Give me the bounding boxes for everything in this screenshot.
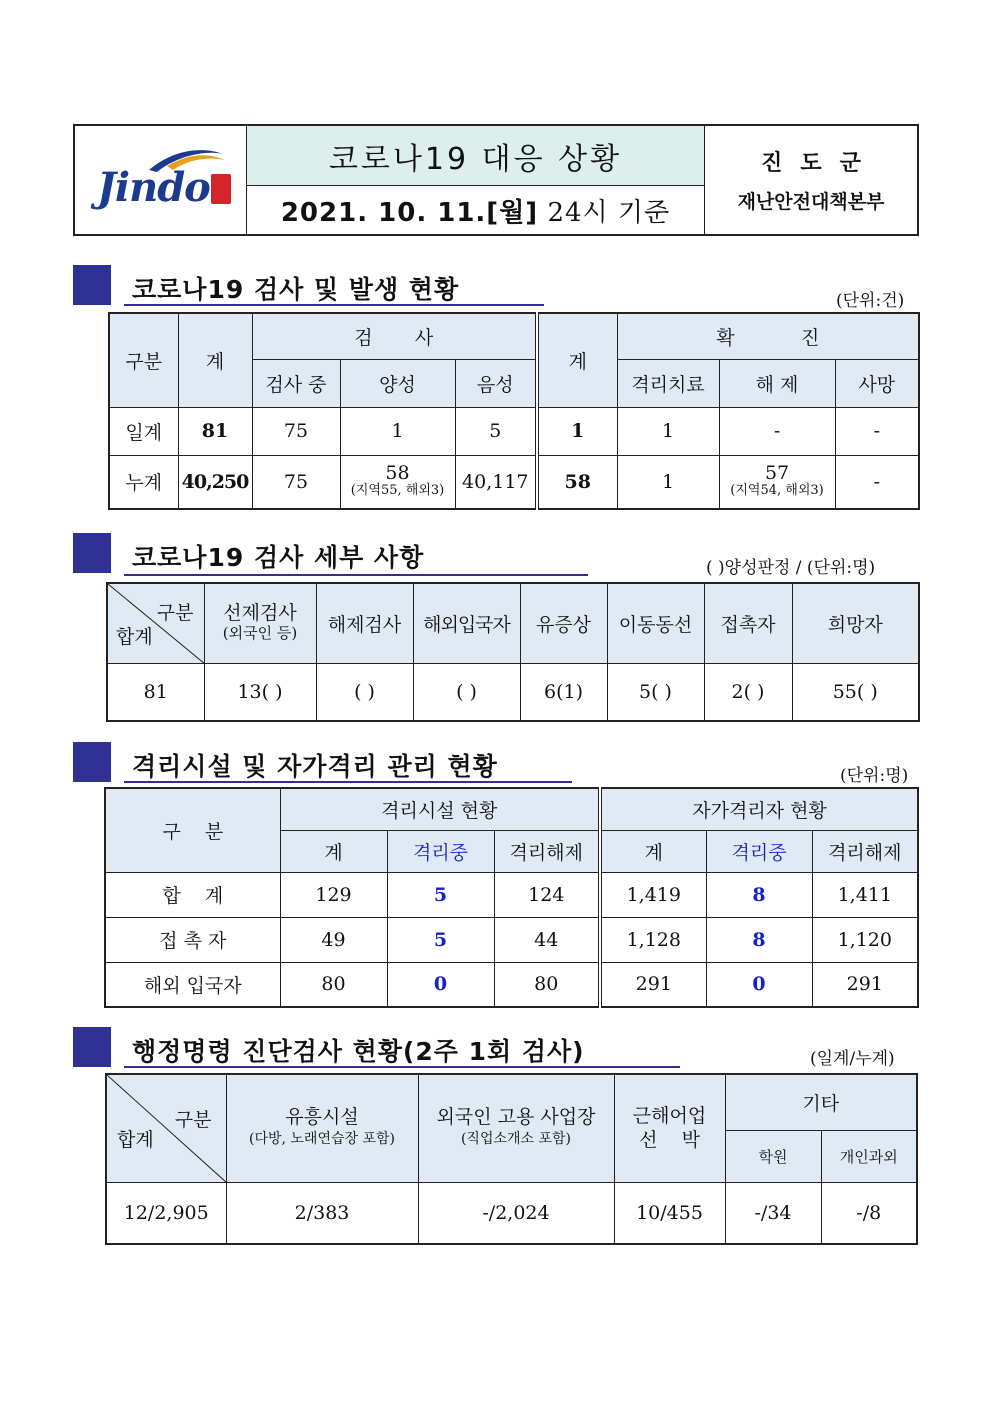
header-preemptive-note: (외국인 등) <box>222 624 298 643</box>
row-label: 접 촉 자 <box>105 917 280 962</box>
header-self-isolation: 자가격리자 현황 <box>600 788 918 830</box>
cell-testing: 75 <box>252 407 340 455</box>
org-sub: 재난안전대책본부 <box>737 191 885 213</box>
table-row <box>105 962 918 1007</box>
cell-value: 1,411 <box>812 872 918 917</box>
table-row <box>109 455 919 509</box>
header-foreign-employer-note: (직업소개소 포함) <box>460 1131 572 1148</box>
section-marker <box>73 742 111 782</box>
header-released: 해 제 <box>719 359 835 407</box>
org-name: 진도군 <box>761 150 879 176</box>
cell-value: 6(1) <box>520 663 607 721</box>
date-suffix: 24시 기준 <box>547 197 671 228</box>
section3-title: 격리시설 및 자가격리 관리 현황 <box>132 752 498 781</box>
header-category: 구분 <box>109 313 178 407</box>
date-value: 2021. 10. 11.[월] <box>280 197 539 228</box>
header-route: 이동동선 <box>607 583 704 663</box>
cell-value: -/8 <box>821 1182 917 1244</box>
cell-value: 10/455 <box>614 1182 725 1244</box>
cell-total: 81 <box>178 407 252 455</box>
section1-unit: (단위:건) <box>836 291 905 311</box>
section2-title: 코로나19 검사 세부 사항 <box>132 543 425 572</box>
header-other: 기타 <box>725 1074 917 1130</box>
test-detail-table <box>106 582 920 722</box>
cell-death: - <box>835 407 919 455</box>
corner-top: 구분 <box>174 1109 212 1131</box>
header-academy: 학원 <box>725 1130 821 1182</box>
cell-value: 5 <box>387 917 494 962</box>
header-preemptive <box>204 583 316 663</box>
jindo-logo <box>75 126 247 234</box>
header-entertainment-label: 유흥시설 <box>285 1106 359 1129</box>
cell-testing: 75 <box>252 455 340 509</box>
sub-total: 계 <box>280 830 387 872</box>
cell-value: 55( ) <box>792 663 919 721</box>
header-contact: 접촉자 <box>704 583 792 663</box>
row-label: 합 계 <box>105 872 280 917</box>
positive-note: (지역55, 해외3) <box>350 482 445 498</box>
table-row <box>107 663 919 721</box>
header-private-tutoring: 개인과외 <box>821 1130 917 1182</box>
header-confirmed-total: 계 <box>537 313 617 407</box>
cell-value: 291 <box>812 962 918 1007</box>
table-row <box>109 407 919 455</box>
sub-total: 계 <box>600 830 706 872</box>
header-facility: 격리시설 현황 <box>280 788 600 830</box>
section-marker <box>73 265 111 305</box>
cell-value: 44 <box>494 917 600 962</box>
cell-value: 80 <box>280 962 387 1007</box>
cell-death: - <box>835 455 919 509</box>
table-row <box>105 872 918 917</box>
section-underline <box>124 781 572 783</box>
cell-value: 0 <box>387 962 494 1007</box>
row-label: 해외 입국자 <box>105 962 280 1007</box>
corner-top: 구분 <box>156 602 194 624</box>
section-underline <box>124 304 544 306</box>
header-fishing-line1: 근해어업 <box>632 1105 707 1128</box>
header-foreign-employer <box>418 1074 614 1182</box>
cell-value: -/34 <box>725 1182 821 1244</box>
header-entertainment-note: (다방, 노래연습장 포함) <box>249 1131 395 1148</box>
page-title: 코로나19 대응 상황 <box>247 126 705 186</box>
cell-total: 40,250 <box>178 455 252 509</box>
row-label: 일계 <box>109 407 178 455</box>
header-preemptive-label: 선제검사 <box>223 602 297 625</box>
cell-released: - <box>719 407 835 455</box>
header-symptomatic: 유증상 <box>520 583 607 663</box>
corner-cell <box>107 583 204 663</box>
cell-confirmed-total: 1 <box>537 407 617 455</box>
cell-value: 129 <box>280 872 387 917</box>
cell-value: 1,120 <box>812 917 918 962</box>
cell-value: -/2,024 <box>418 1182 614 1244</box>
cell-value: 2/383 <box>226 1182 418 1244</box>
section4-title: 행정명령 진단검사 현황(2주 1회 검사) <box>132 1037 585 1066</box>
section-marker <box>73 1027 111 1067</box>
cell-value: 8 <box>706 872 812 917</box>
cell-value: 0 <box>706 962 812 1007</box>
cell-value: 81 <box>107 663 204 721</box>
header-category: 구 분 <box>105 788 280 872</box>
cell-value: 13( ) <box>204 663 316 721</box>
header-testing: 검사 중 <box>252 359 340 407</box>
table-row <box>105 917 918 962</box>
cell-value: 49 <box>280 917 387 962</box>
report-date <box>247 186 705 234</box>
header-fishing-vessel <box>614 1074 725 1182</box>
logo-text: Jindo <box>97 164 210 211</box>
cell-negative: 5 <box>455 407 537 455</box>
cell-value: 8 <box>706 917 812 962</box>
section2-unit: ( )양성판정 / (단위:명) <box>706 558 876 578</box>
header-overseas: 해외입국자 <box>413 583 520 663</box>
corner-bottom: 합계 <box>116 625 153 648</box>
cell-confirmed-total: 58 <box>537 455 617 509</box>
cell-value: ( ) <box>413 663 520 721</box>
section-underline <box>124 574 588 576</box>
header-test-group: 검 사 <box>252 313 537 359</box>
sub-isolating: 격리중 <box>387 830 494 872</box>
report-header <box>73 124 919 236</box>
cell-released <box>719 455 835 509</box>
header-total: 계 <box>178 313 252 407</box>
header-fishing-line2: 선 박 <box>639 1129 700 1152</box>
header-release-test: 해제검사 <box>316 583 413 663</box>
header-negative: 음성 <box>455 359 537 407</box>
cell-value: ( ) <box>316 663 413 721</box>
section3-unit: (단위:명) <box>840 766 909 786</box>
logo-red-mark <box>211 174 231 204</box>
table-row <box>106 1182 917 1244</box>
header-entertainment <box>226 1074 418 1182</box>
sub-isolating: 격리중 <box>706 830 812 872</box>
cell-value: 80 <box>494 962 600 1007</box>
cell-value: 5 <box>387 872 494 917</box>
cell-negative: 40,117 <box>455 455 537 509</box>
header-death: 사망 <box>835 359 919 407</box>
corner-bottom: 합계 <box>117 1128 154 1151</box>
cell-isolation: 1 <box>617 407 719 455</box>
section4-unit: (일계/누계) <box>810 1049 895 1069</box>
header-confirmed-group: 확 진 <box>617 313 919 359</box>
cell-value: 124 <box>494 872 600 917</box>
organization <box>705 126 917 234</box>
released-note: (지역54, 해외3) <box>730 482 824 498</box>
sub-released: 격리해제 <box>494 830 600 872</box>
row-label: 누계 <box>109 455 178 509</box>
test-status-table <box>108 312 920 510</box>
cell-isolation: 1 <box>617 455 719 509</box>
isolation-table <box>104 787 919 1008</box>
section1-title: 코로나19 검사 및 발생 현황 <box>132 275 460 304</box>
header-positive: 양성 <box>340 359 455 407</box>
header-volunteer: 희망자 <box>792 583 919 663</box>
cell-value: 1,128 <box>600 917 706 962</box>
cell-value: 12/2,905 <box>106 1182 226 1244</box>
cell-positive: 1 <box>340 407 455 455</box>
header-foreign-employer-label: 외국인 고용 사업장 <box>436 1106 596 1129</box>
section-underline <box>124 1066 680 1068</box>
corner-cell <box>106 1074 226 1182</box>
released-value: 57 <box>764 461 790 484</box>
cell-value: 2( ) <box>704 663 792 721</box>
header-isolation: 격리치료 <box>617 359 719 407</box>
admin-order-table <box>105 1073 918 1245</box>
positive-value: 58 <box>385 461 410 484</box>
cell-positive <box>340 455 455 509</box>
sub-released: 격리해제 <box>812 830 918 872</box>
section-marker <box>73 533 111 573</box>
cell-value: 5( ) <box>607 663 704 721</box>
cell-value: 1,419 <box>600 872 706 917</box>
cell-value: 291 <box>600 962 706 1007</box>
